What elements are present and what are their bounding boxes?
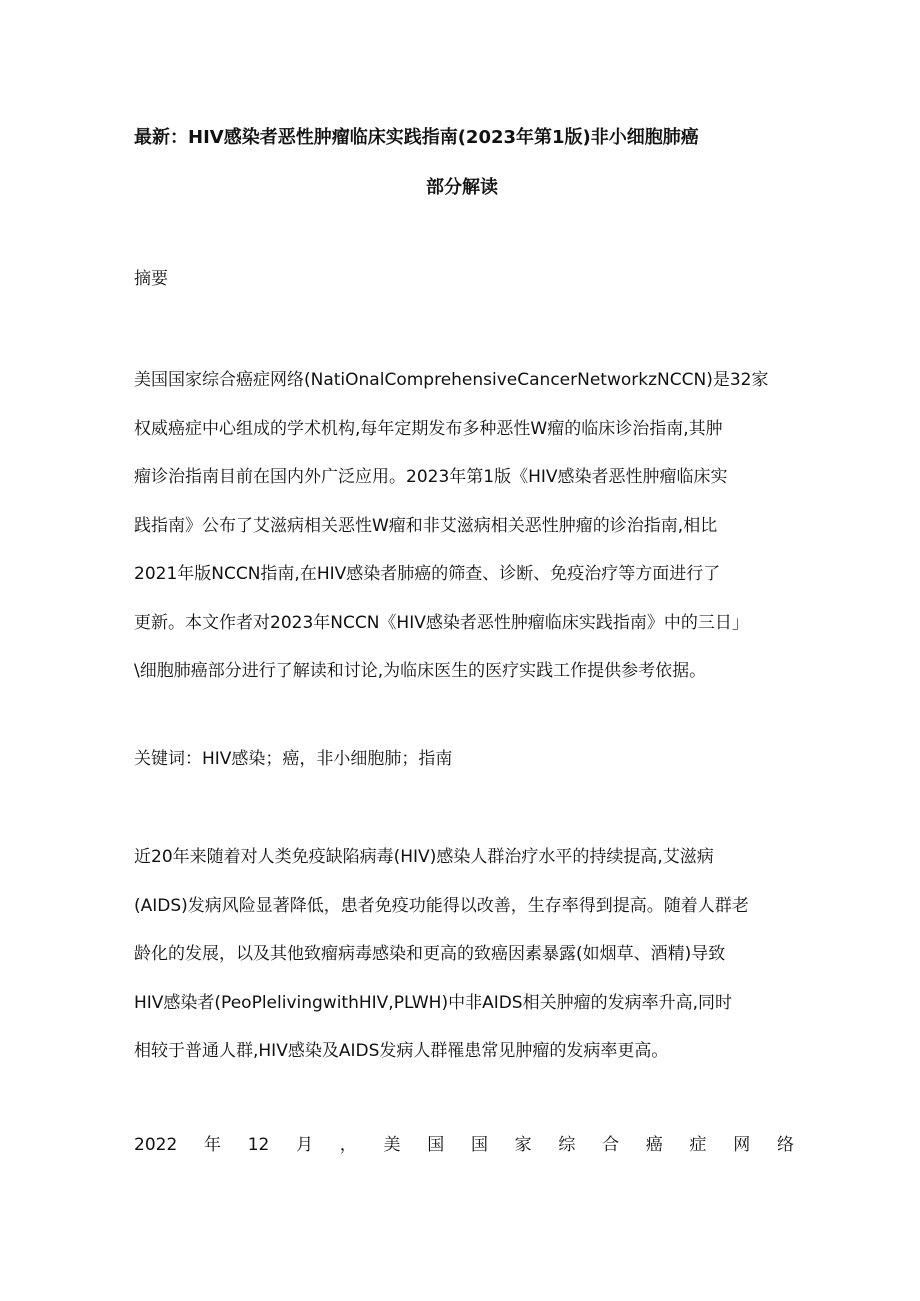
last-line-token: 国 [427,1135,445,1155]
intro-line: 龄化的发展，以及其他致瘤病毒感染和更高的致癌因素暴露(如烟草、酒精)导致 [134,944,726,964]
intro-line: 近20年来随着对人类免疫缺陷病毒(HIV)感染人群治疗水平的持续提高,艾滋病 [134,847,714,867]
last-line-token: 美 [383,1135,401,1155]
intro-line: 相较于普通人群,HIV感染及AIDS发病人群罹患常见肿瘤的发病率更高。 [134,1041,669,1061]
abstract-line: 更新。本文作者对2023年NCCN《HIV感染者恶性肿瘤临床实践指南》中的三日」 [134,612,749,633]
last-line-token: 年 [203,1135,221,1155]
abstract-line: 美国国家综合癌症网络(NatiOnalComprehensiveCancerNetworkzNCCN)是32家 [134,370,769,390]
last-line-token: 国 [470,1135,488,1155]
abstract-line: 权威癌症中心组成的学术机构,每年定期发布多种恶性W瘤的临床诊治指南,其肿 [134,418,723,439]
intro-paragraph [134,833,794,1076]
last-line-token: 癌 [645,1135,663,1155]
last-line-token: 家 [514,1135,532,1155]
keywords-line: 关键词：HIV感染；癌，非小细胞肺；指南 [134,749,453,769]
intro-line: HIV感染者(PeoPlelivingwithHIV,PLWH)中非AIDS相关肿瘤的发病率升高,同时 [134,992,733,1013]
last-line-token: 月 [296,1135,314,1155]
last-line-token: 合 [602,1135,620,1155]
abstract-line: \细胞肺癌部分进行了解读和讨论,为临床医生的医疗实践工作提供参考依据。 [134,661,707,681]
last-line-token: ， [339,1135,357,1155]
last-line-token: 综 [558,1135,576,1155]
document-title: 最新：HIV感染者恶性肿瘤临床实践指南(2023年第1版)非小细胞肺癌 [134,127,699,148]
last-line-token: 络 [776,1135,794,1155]
last-line-token: 症 [689,1135,707,1155]
last-line-token: 网 [733,1135,751,1155]
last-line-token: 12 [247,1135,270,1155]
abstract-paragraph [134,356,794,696]
abstract-line: 践指南》公布了艾滋病相关恶性W瘤和非艾滋病相关恶性肿瘤的诊治指南,相比 [134,515,718,536]
intro-line: (AIDS)发病风险显著降低，患者免疫功能得以改善，生存率得到提高。随着人群老 [134,895,749,916]
last-line-token: 2022 [134,1135,178,1155]
last-paragraph-line [134,1130,794,1160]
document-title-continued: 部分解读 [426,177,498,198]
abstract-heading: 摘要 [134,269,168,289]
abstract-line: 2021年版NCCN指南,在HIV感染者肺癌的筛查、诊断、免疫治疗等方面进行了 [134,564,721,584]
abstract-line: 瘤诊治指南目前在国内外广泛应用。2023年第1版《HIV感染者恶性肿瘤临床实 [134,467,728,487]
